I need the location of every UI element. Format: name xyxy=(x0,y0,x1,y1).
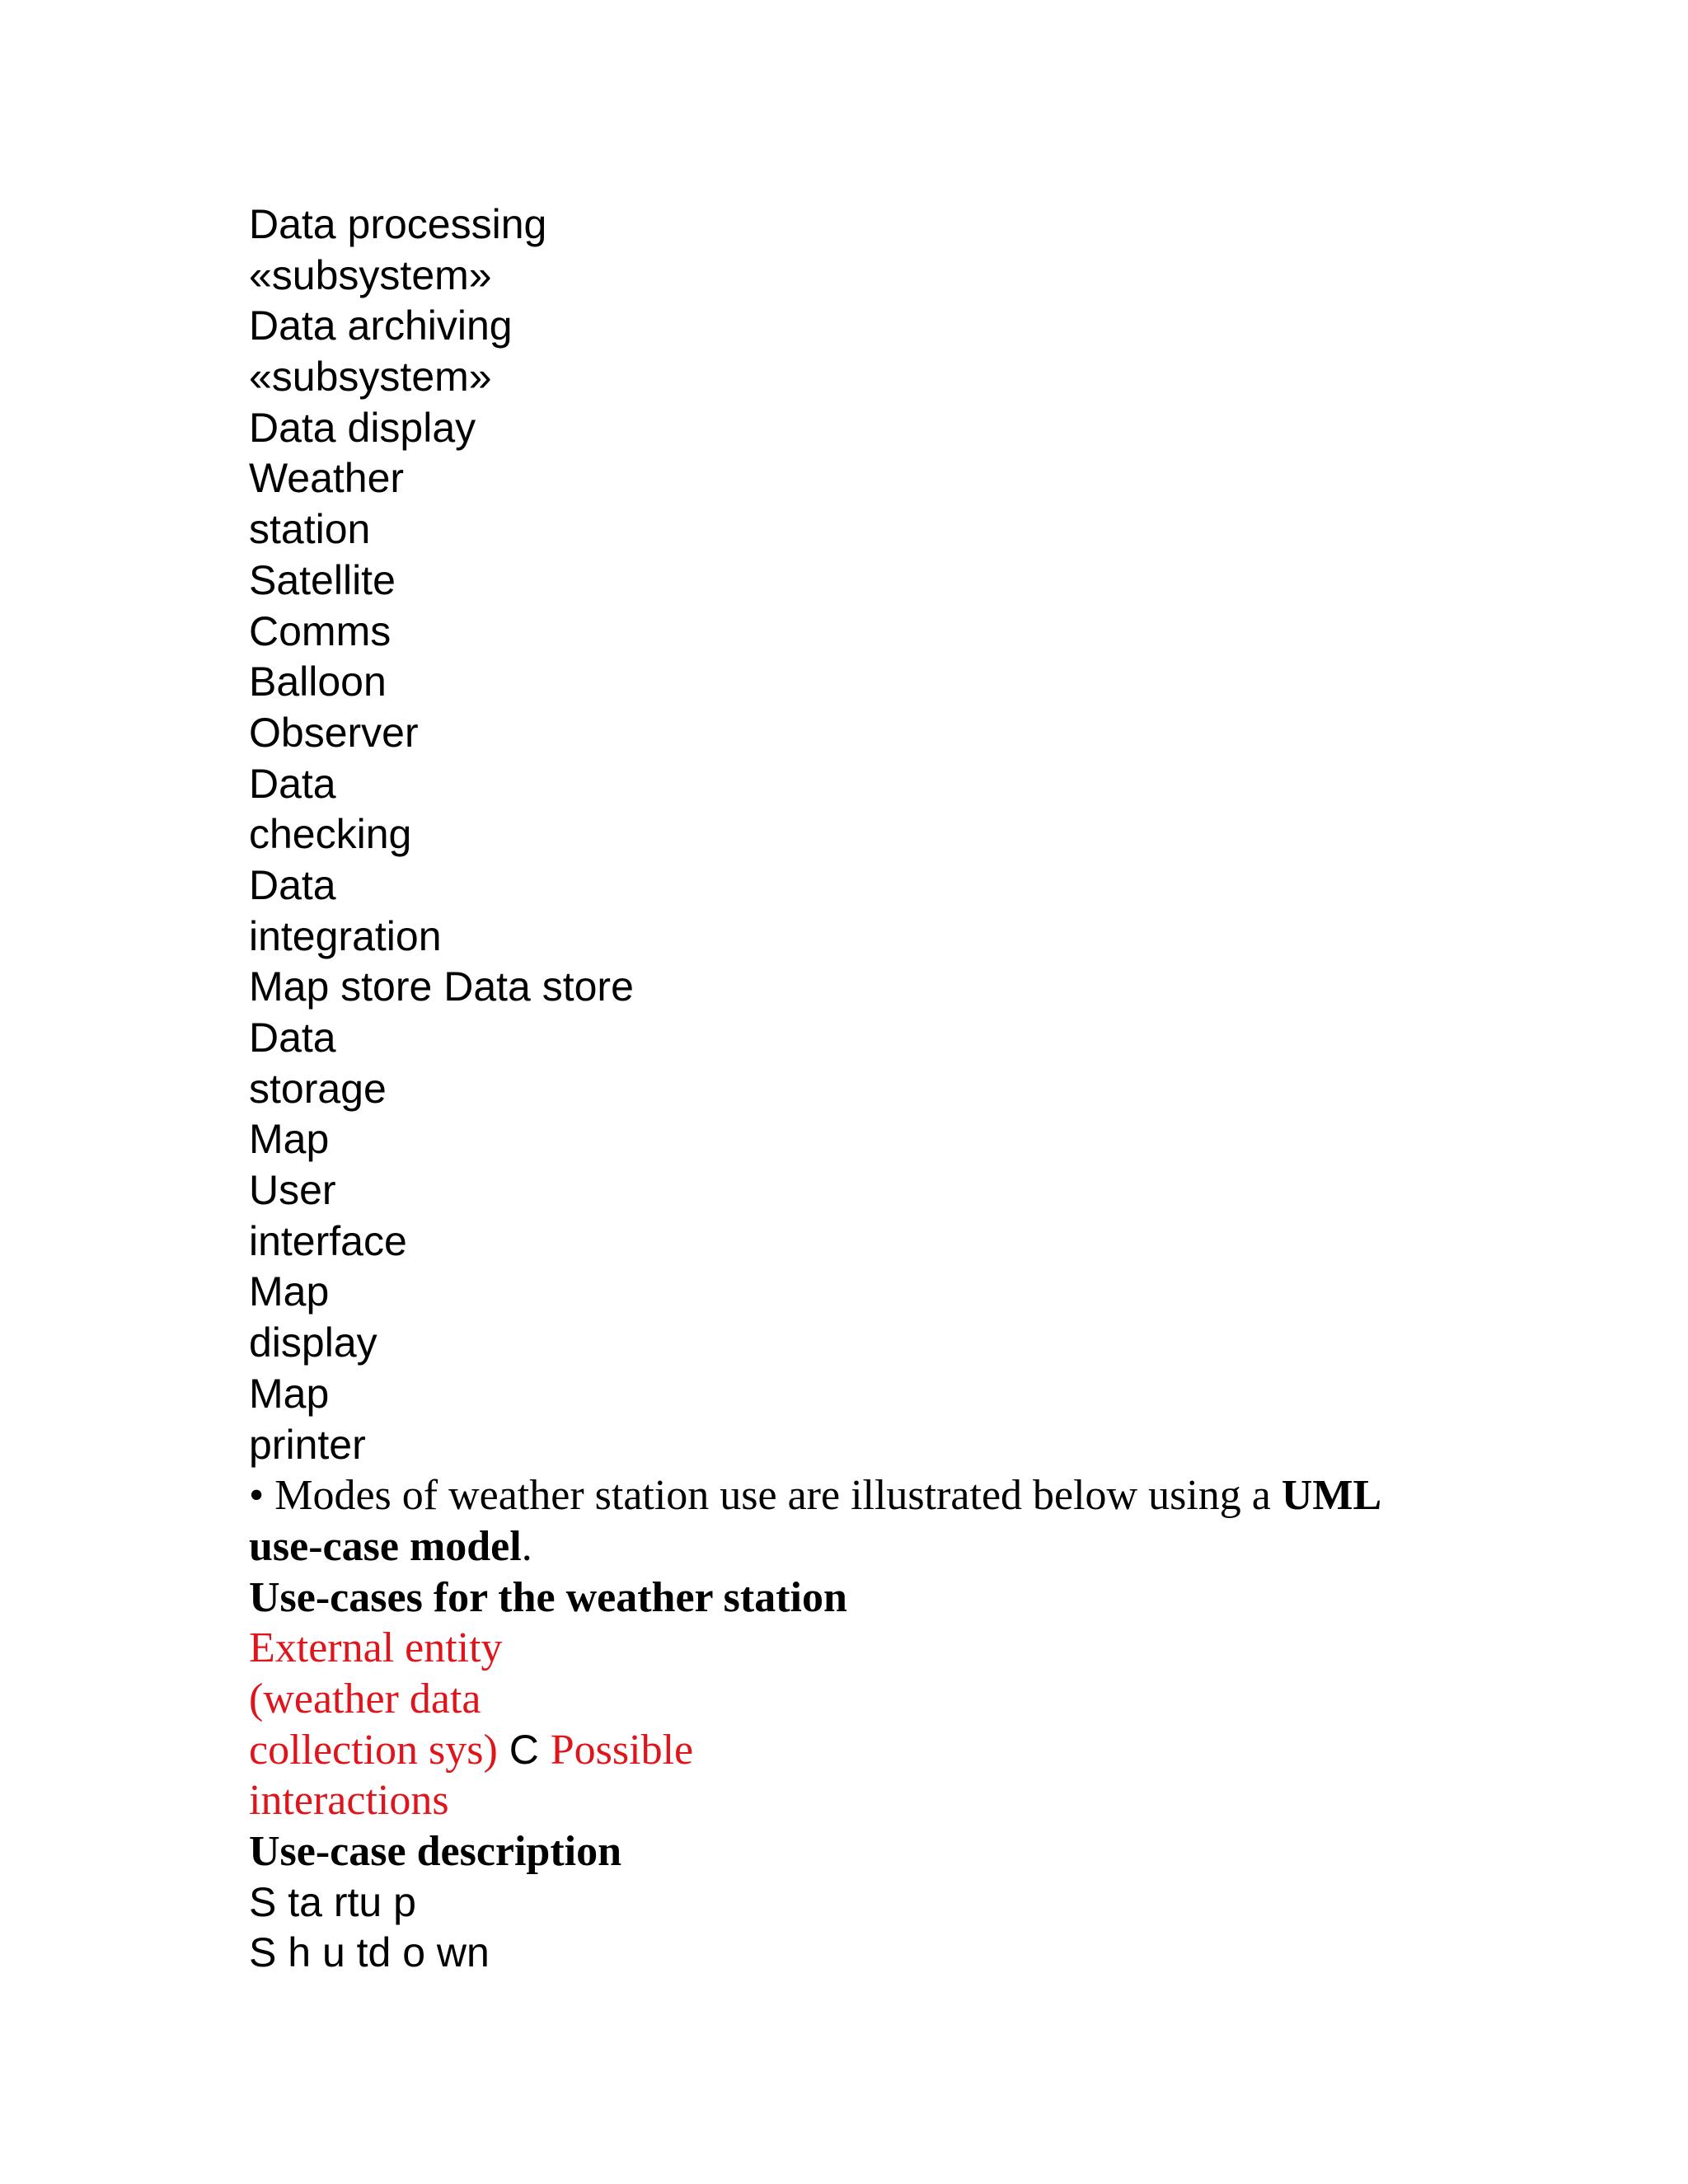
diagram-label: User xyxy=(249,1167,336,1214)
external-entity-line-3 xyxy=(249,1725,1436,1776)
possible-interactions-text: Possible xyxy=(550,1726,694,1774)
diagram-label: Data archiving xyxy=(249,302,513,349)
diagram-label: Observer xyxy=(249,709,419,756)
diagram-label: Data xyxy=(249,861,336,908)
diagram-label: Balloon xyxy=(249,658,387,705)
diagram-label: Data processing xyxy=(249,201,547,247)
diagram-label: storage xyxy=(249,1065,387,1112)
diagram-label: Data xyxy=(249,760,336,807)
external-entity-line-2: (weather data xyxy=(249,1675,481,1722)
diagram-label: Weather xyxy=(249,455,405,502)
diagram-label: Data xyxy=(249,1015,336,1061)
diagram-label: Map xyxy=(249,1268,330,1315)
page-content xyxy=(249,199,1436,1979)
diagram-label: Satellite xyxy=(249,556,396,603)
intro-paragraph-line-2 xyxy=(249,1521,1436,1572)
diagram-label: checking xyxy=(249,811,412,858)
uml-term: UML xyxy=(1281,1472,1382,1520)
diagram-label: integration xyxy=(249,912,442,959)
diagram-label: display xyxy=(249,1319,377,1366)
diagram-label: Map xyxy=(249,1370,330,1417)
bullet-text: • Modes of weather station use are illustrated below using a xyxy=(249,1472,1282,1520)
connector-label: C xyxy=(497,1726,551,1773)
diagram-label: Map xyxy=(249,1116,330,1163)
diagram-label: interface xyxy=(249,1217,407,1264)
section-heading-description: Use-case description xyxy=(249,1828,622,1875)
external-entity-line-4: interactions xyxy=(249,1777,449,1825)
diagram-label: printer xyxy=(249,1421,366,1468)
diagram-label: Data display xyxy=(249,404,476,451)
use-case-item: S ta rtu p xyxy=(249,1878,416,1925)
intro-paragraph-line-1 xyxy=(249,1470,1436,1521)
period: . xyxy=(521,1522,532,1570)
use-case-model-term: use-case model xyxy=(249,1522,522,1570)
diagram-label: station xyxy=(249,506,371,553)
section-heading-use-cases: Use-cases for the weather station xyxy=(249,1573,847,1621)
external-entity-line-1: External entity xyxy=(249,1624,503,1672)
external-entity-text: collection sys) xyxy=(249,1726,498,1774)
diagram-label: «subsystem» xyxy=(249,354,492,401)
diagram-label: «subsystem» xyxy=(249,251,492,298)
use-case-item: S h u td o wn xyxy=(249,1929,490,1976)
diagram-label: Comms xyxy=(249,607,392,654)
diagram-label: Map store Data store xyxy=(249,963,634,1010)
